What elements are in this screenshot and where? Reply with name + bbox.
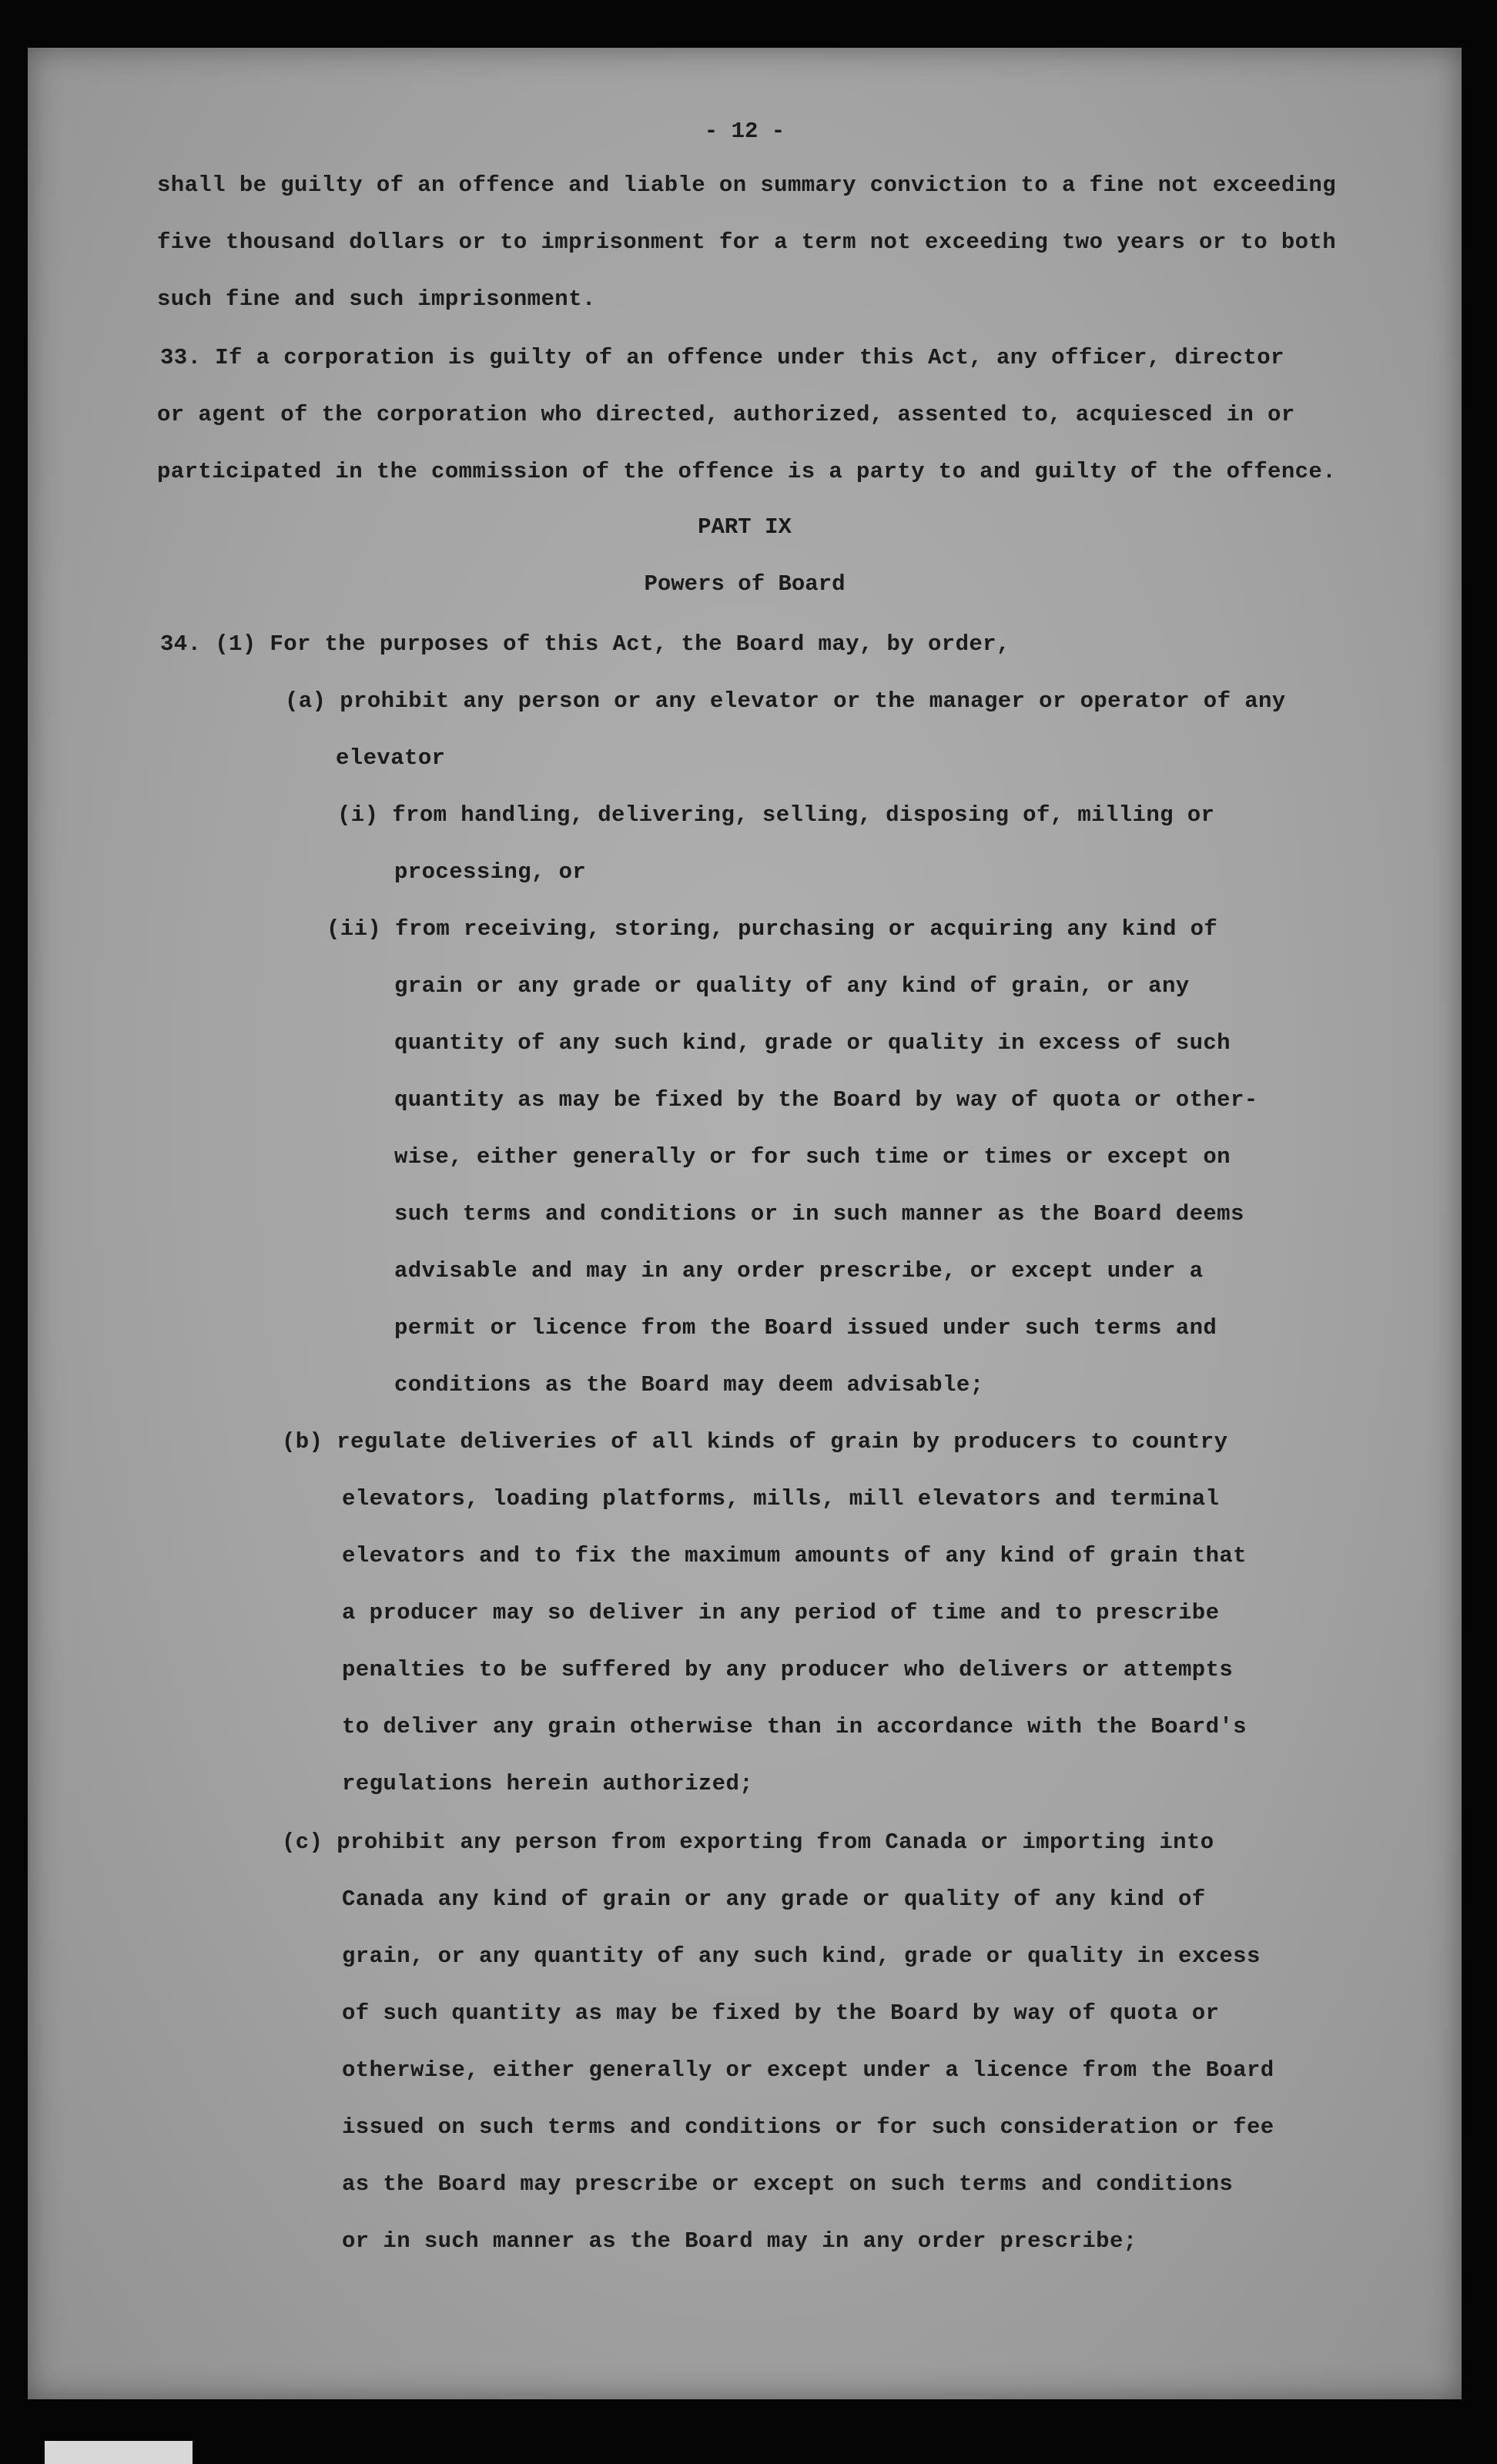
page-number: - 12 - xyxy=(704,119,785,144)
para-c-line-8: or in such manner as the Board may in any order prescribe; xyxy=(342,2228,1137,2254)
subpara-i-line-2: processing, or xyxy=(394,859,587,885)
subpara-ii-line-6: such terms and conditions or in such manner as the Board deems xyxy=(394,1201,1244,1227)
para-c-line-3: grain, or any quantity of any such kind, grade or quality in excess xyxy=(342,1943,1261,1969)
subpara-ii-line-1: (ii) from receiving, storing, purchasing or acquiring any kind of xyxy=(327,916,1218,942)
section-33-line-3: participated in the commission of the offence is a party to and guilty of the offence. xyxy=(157,459,1337,484)
subpara-ii-line-5: wise, either generally or for such time or times or except on xyxy=(394,1144,1231,1170)
subpara-ii-line-8: permit or licence from the Board issued under such terms and xyxy=(394,1315,1217,1341)
para-c-line-4: of such quantity as may be fixed by the Board by way of quota or xyxy=(342,2000,1220,2026)
para-c-line-1: (c) prohibit any person from exporting from Canada or importing into xyxy=(282,1830,1214,1855)
subpara-ii-line-9: conditions as the Board may deem advisable; xyxy=(394,1372,984,1398)
document-page xyxy=(28,48,1462,2399)
section-33-line-1: 33. If a corporation is guilty of an offence under this Act, any officer, director xyxy=(160,345,1284,370)
film-edge-label xyxy=(45,2441,193,2464)
para-c-line-6: issued on such terms and conditions or for such consideration or fee xyxy=(342,2114,1274,2140)
para-c-line-7: as the Board may prescribe or except on such terms and conditions xyxy=(342,2171,1234,2197)
para-b-line-4: a producer may so deliver in any period of time and to prescribe xyxy=(342,1600,1220,1625)
part-title: Powers of Board xyxy=(644,571,846,597)
para-c-line-5: otherwise, either generally or except under a licence from the Board xyxy=(342,2057,1274,2083)
para-b-line-3: elevators and to fix the maximum amounts of any kind of grain that xyxy=(342,1543,1247,1568)
body-line-3: such fine and such imprisonment. xyxy=(157,286,596,312)
para-a-line-2: elevator xyxy=(336,745,446,771)
body-line-2: five thousand dollars or to imprisonment for a term not exceeding two years or to both xyxy=(157,229,1337,255)
para-b-line-1: (b) regulate deliveries of all kinds of grain by producers to country xyxy=(282,1429,1228,1455)
para-c-line-2: Canada any kind of grain or any grade or quality of any kind of xyxy=(342,1886,1206,1912)
subpara-ii-line-4: quantity as may be fixed by the Board by way of quota or other- xyxy=(394,1087,1258,1113)
body-line-1: shall be guilty of an offence and liable on summary conviction to a fine not exceeding xyxy=(157,172,1337,198)
para-b-line-5: penalties to be suffered by any producer who delivers or attempts xyxy=(342,1657,1234,1682)
subpara-i-line-1: (i) from handling, delivering, selling, disposing of, milling or xyxy=(337,802,1215,828)
para-b-line-2: elevators, loading platforms, mills, mill elevators and terminal xyxy=(342,1486,1220,1512)
part-heading: PART IX xyxy=(698,514,792,540)
section-33-line-2: or agent of the corporation who directed, authorized, assented to, acquiesced in or xyxy=(157,402,1295,427)
para-b-line-7: regulations herein authorized; xyxy=(342,1771,754,1796)
subpara-ii-line-3: quantity of any such kind, grade or quality in excess of such xyxy=(394,1030,1231,1056)
subpara-ii-line-2: grain or any grade or quality of any kind of grain, or any xyxy=(394,973,1190,999)
para-a-line-1: (a) prohibit any person or any elevator or the manager or operator of any xyxy=(285,688,1286,714)
section-34-heading: 34. (1) For the purposes of this Act, the Board may, by order, xyxy=(160,631,1010,657)
para-b-line-6: to deliver any grain otherwise than in accordance with the Board's xyxy=(342,1714,1247,1739)
subpara-ii-line-7: advisable and may in any order prescribe, or except under a xyxy=(394,1258,1204,1284)
